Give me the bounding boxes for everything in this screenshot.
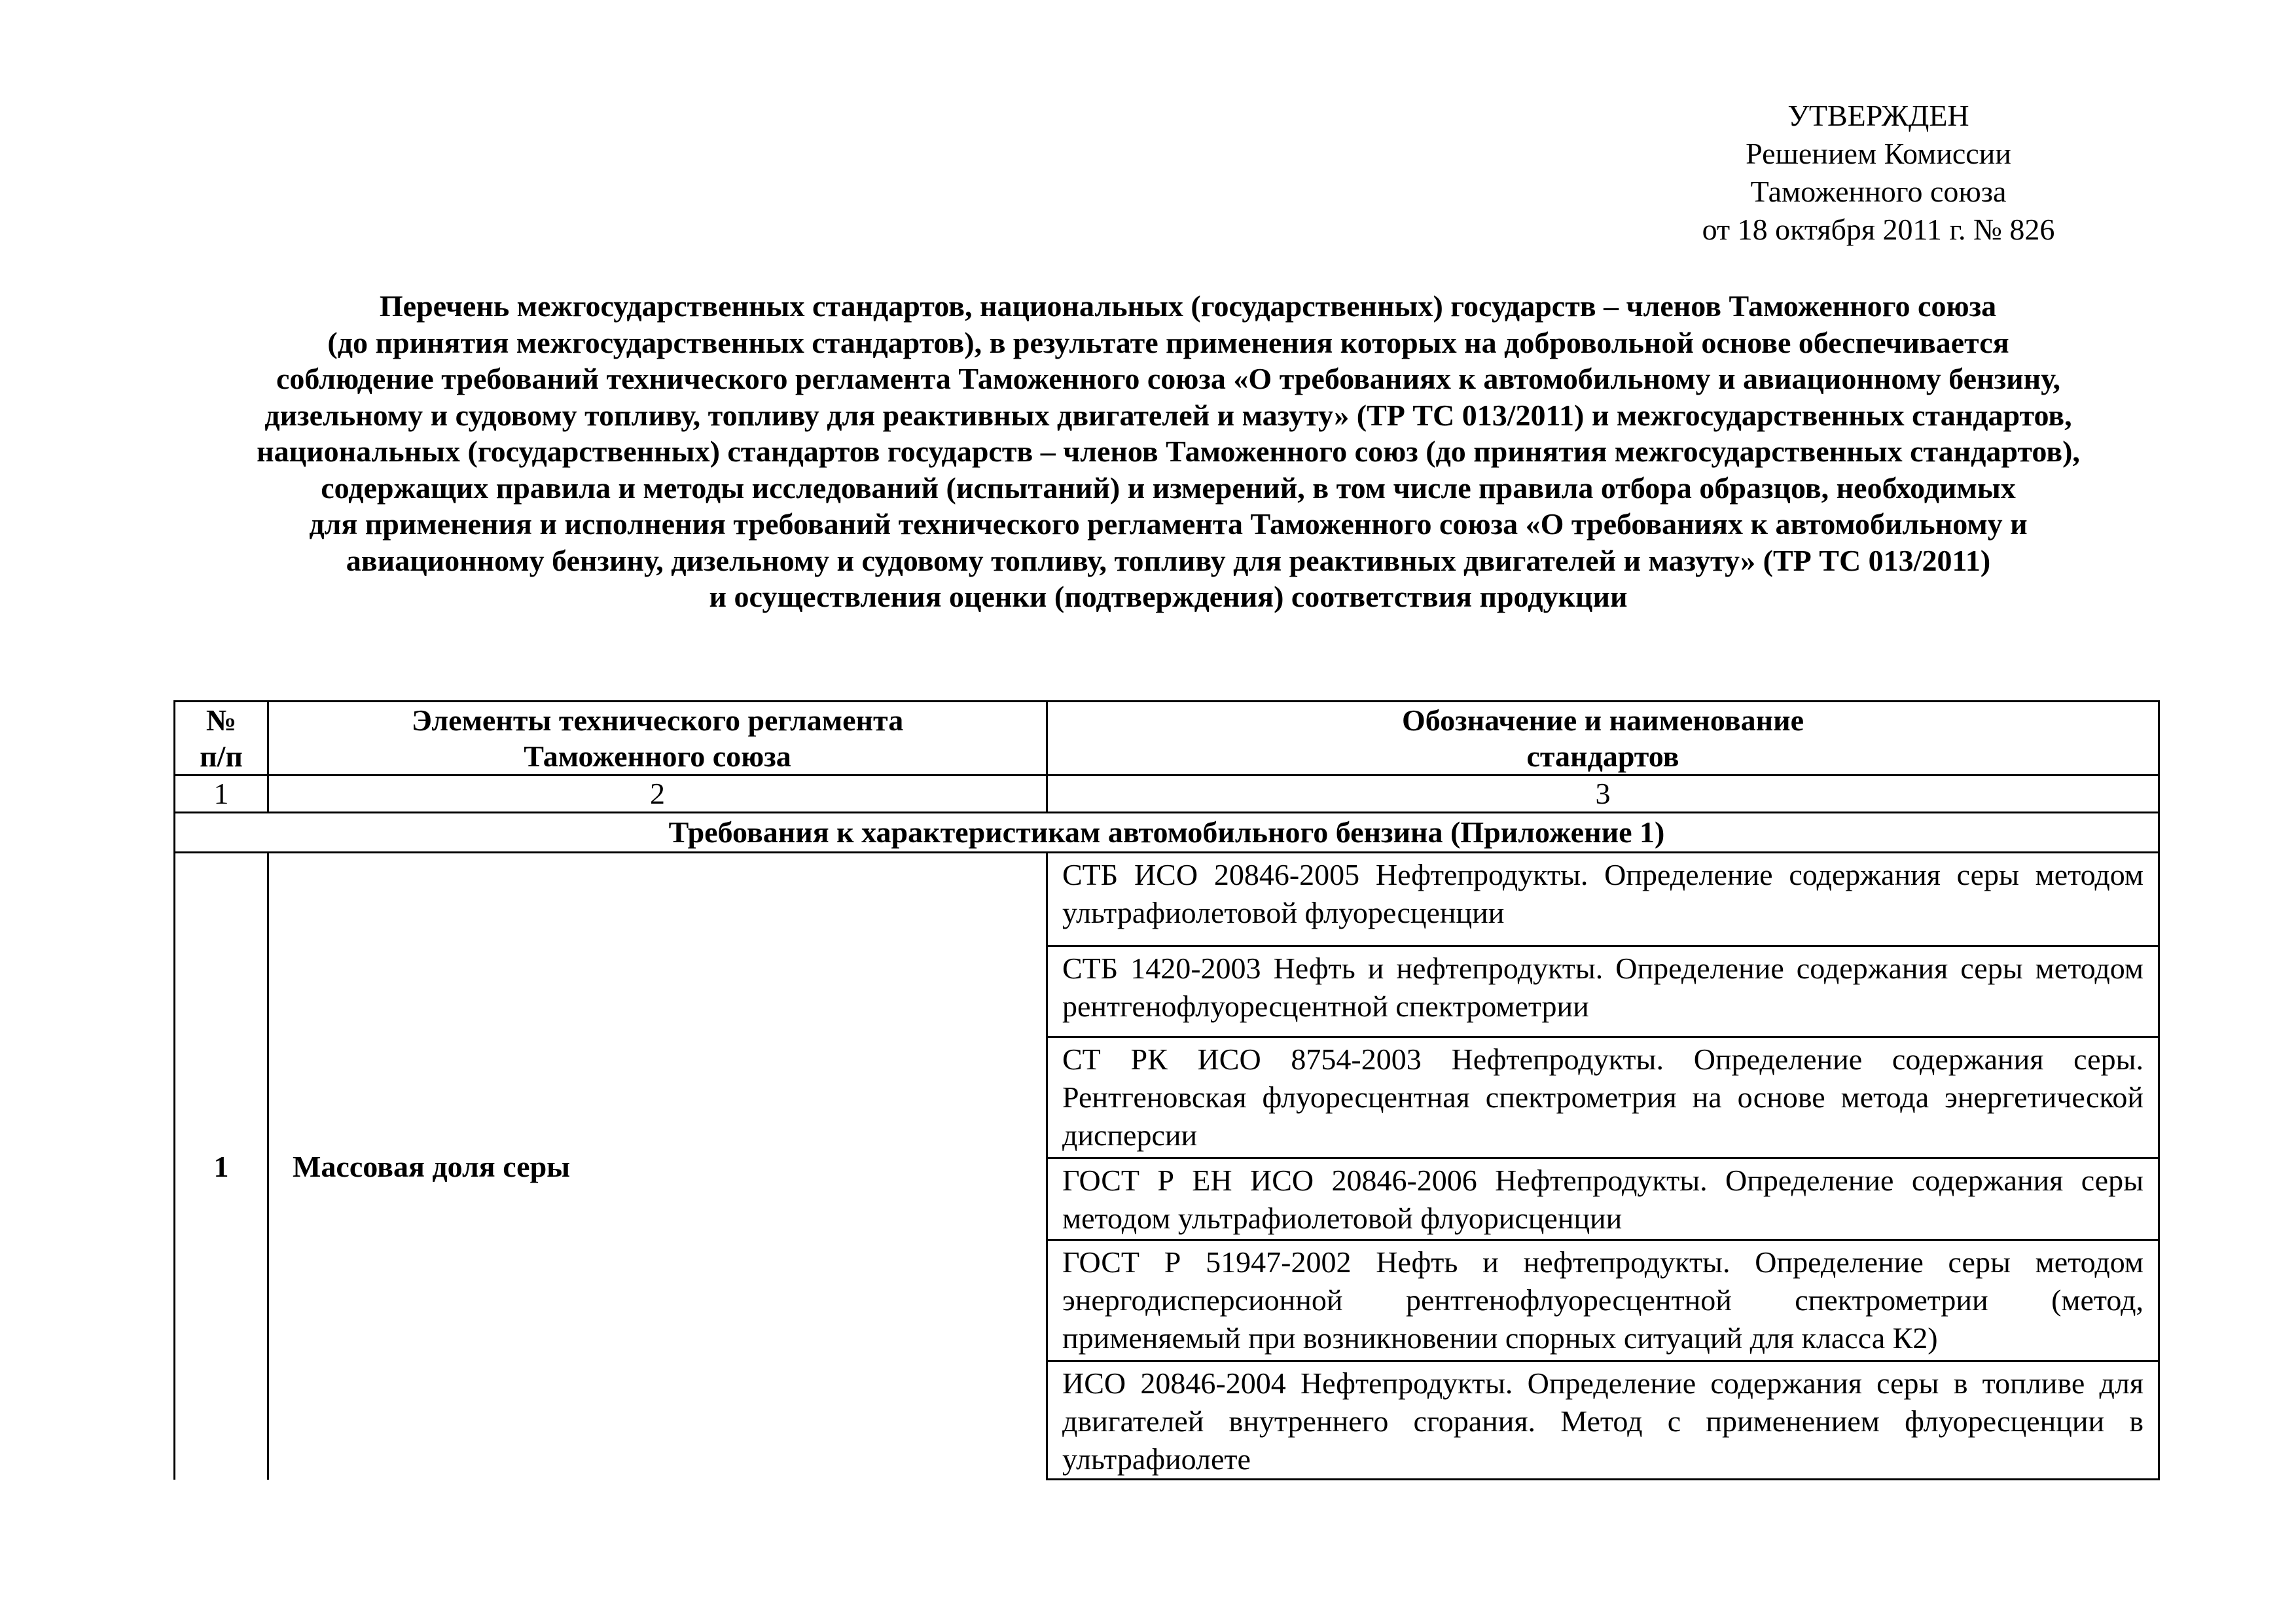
title-line: Перечень межгосударственных стандартов, национальных (государственных) государств – членов Таможенного союза bbox=[379, 289, 1997, 323]
title-line: авиационному бензину, дизельному и судовому топливу, топливу для реактивных двигателей и мазуту» (ТР ТС 013/2011) bbox=[346, 543, 1991, 577]
standard-entry: СТБ ИСО 20846-2005 Нефтепродукты. Определение содержания серы методом ультрафиолетовой флуоресценции bbox=[1047, 853, 2159, 946]
document-title bbox=[164, 288, 2173, 615]
title-line: дизельному и судовому топливу, топливу для реактивных двигателей и мазуту» (ТР ТС 013/2011) и межгосударственных стандартов, bbox=[264, 398, 2072, 432]
title-line: содержащих правила и методы исследований (испытаний) и измерений, в том числе правила отбора образцов, необходимых bbox=[321, 471, 2016, 505]
column-index: 2 bbox=[268, 776, 1047, 813]
header-number-line2: п/п bbox=[200, 740, 243, 773]
approval-status: УТВЕРЖДЕН bbox=[1787, 99, 1969, 132]
title-line: и осуществления оценки (подтверждения) соответствия продукции bbox=[709, 580, 1628, 613]
header-standards-line2: стандартов bbox=[1526, 740, 1679, 773]
header-elements-line2: Таможенного союза bbox=[524, 740, 791, 773]
section-title: Требования к характеристикам автомобильного бензина (Приложение 1) bbox=[175, 813, 2159, 853]
header-standards-line1: Обозначение и наименование bbox=[1402, 704, 1804, 737]
standard-entry: СТ РК ИСО 8754-2003 Нефтепродукты. Определение содержания серы. Рентгеновская флуоресцентная спектрометрия на основе метода энергетической дисперсии bbox=[1047, 1037, 2159, 1158]
column-index: 3 bbox=[1047, 776, 2159, 813]
title-line: соблюдение требований технического регламента Таможенного союза «О требованиях к автомобильному и авиационному бензину, bbox=[276, 362, 2060, 395]
approval-authority: Решением Комиссии bbox=[1746, 137, 2011, 170]
column-index: 1 bbox=[175, 776, 268, 813]
header-number bbox=[175, 702, 268, 776]
row-element: Массовая доля серы bbox=[268, 853, 1047, 1480]
standard-entry: ГОСТ Р ЕН ИСО 20846-2006 Нефтепродукты. Определение содержания серы методом ультрафиолетовой флуорисценции bbox=[1047, 1158, 2159, 1240]
title-line: для применения и исполнения требований технического регламента Таможенного союза «О требованиях к автомобильному и bbox=[309, 507, 2028, 541]
approval-date-number: от 18 октября 2011 г. № 826 bbox=[1702, 213, 2055, 246]
header-number-line1: № bbox=[206, 704, 237, 737]
header-elements-line1: Элементы технического регламента bbox=[411, 704, 904, 737]
standards-table bbox=[173, 700, 2160, 1480]
approval-organization: Таможенного союза bbox=[1750, 175, 2007, 208]
standard-entry: ГОСТ Р 51947-2002 Нефть и нефтепродукты. Определение серы методом энергодисперсионной рентгенофлуоресцентной спектрометрии (метод, применяемый при возникновении спорных ситуаций для класса К2) bbox=[1047, 1240, 2159, 1361]
table-row bbox=[175, 853, 2159, 946]
standard-entry: СТБ 1420-2003 Нефть и нефтепродукты. Определение содержания серы методом рентгенофлуоресцентной спектрометрии bbox=[1047, 946, 2159, 1037]
approval-block bbox=[1649, 97, 2108, 249]
standard-entry: ИСО 20846-2004 Нефтепродукты. Определение содержания серы в топливе для двигателей внутреннего сгорания. Метод с применением флуоресценции в ультрафиолете bbox=[1047, 1361, 2159, 1480]
column-index-row bbox=[175, 776, 2159, 813]
header-standards bbox=[1047, 702, 2159, 776]
title-line: (до принятия межгосударственных стандартов), в результате применения которых на добровольной основе обеспечивается bbox=[327, 325, 2009, 359]
title-line: национальных (государственных) стандартов государств – членов Таможенного союз (до принятия межгосударственных стандартов), bbox=[257, 435, 2080, 468]
section-row bbox=[175, 813, 2159, 853]
header-elements bbox=[268, 702, 1047, 776]
row-number: 1 bbox=[175, 853, 268, 1480]
table-header-row bbox=[175, 702, 2159, 776]
